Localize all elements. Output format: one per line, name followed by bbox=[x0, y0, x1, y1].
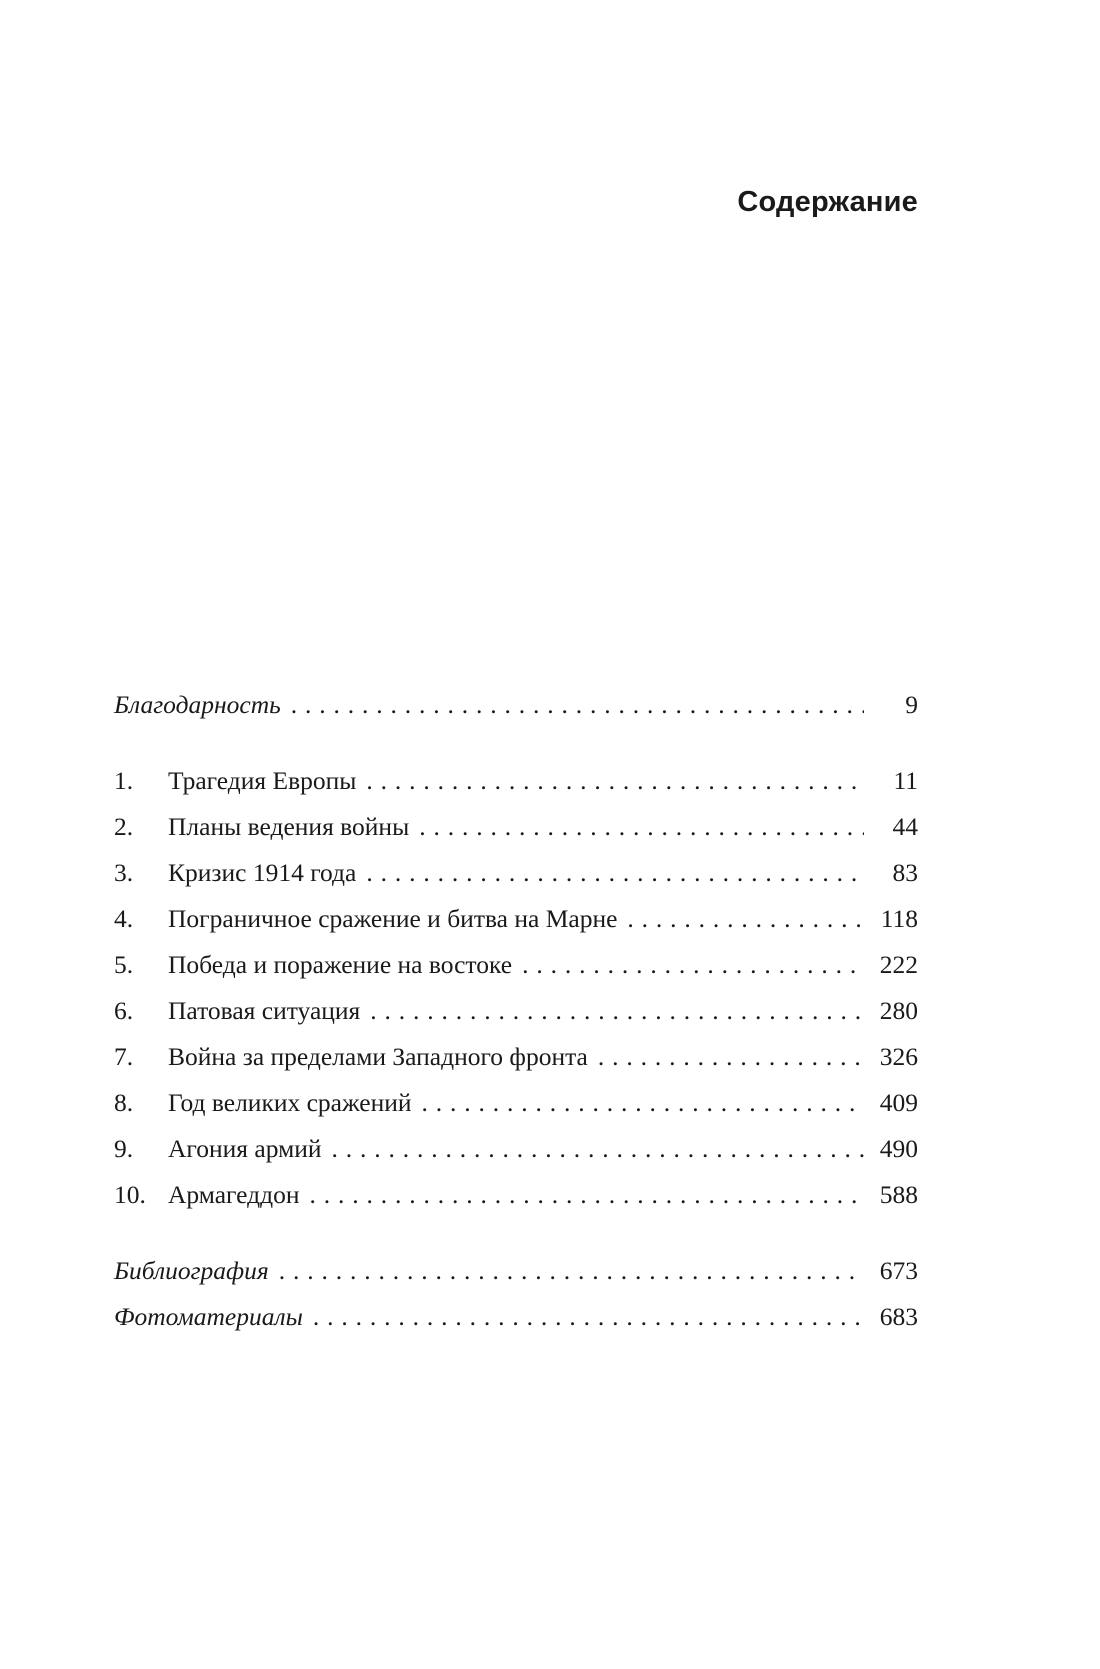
leader-dots bbox=[313, 1294, 864, 1340]
leader-dots bbox=[370, 988, 864, 1034]
leader-dots bbox=[627, 896, 864, 942]
toc-entry-label: Патовая ситуация bbox=[168, 996, 361, 1025]
toc-entry-page: 409 bbox=[879, 1088, 918, 1117]
leader-dots bbox=[279, 1248, 864, 1294]
chapter-number: 6. bbox=[114, 996, 134, 1025]
leader-dots bbox=[310, 1172, 864, 1218]
toc-entry-page: 683 bbox=[879, 1302, 918, 1331]
toc-entry-page: 11 bbox=[893, 766, 918, 795]
chapter-number: 2. bbox=[114, 812, 134, 841]
leader-dots bbox=[366, 850, 864, 896]
chapter-number: 4. bbox=[114, 904, 134, 933]
toc-entry-label: Пограничное сражение и битва на Марне bbox=[168, 904, 618, 933]
leader-dots bbox=[332, 1126, 865, 1172]
toc-entry-page: 490 bbox=[879, 1134, 918, 1163]
toc-entry-label: Война за пределами Западного фронта bbox=[168, 1042, 588, 1071]
chapter-number: 9. bbox=[114, 1134, 134, 1163]
toc-entry-chapter-4[interactable] bbox=[114, 896, 918, 942]
toc-entry-page: 9 bbox=[905, 690, 918, 719]
leader-dots bbox=[522, 942, 864, 988]
table-of-contents bbox=[114, 682, 918, 1340]
toc-entry-acknowledgements[interactable] bbox=[114, 682, 918, 728]
toc-entry-page: 326 bbox=[879, 1042, 918, 1071]
toc-entry-page: 673 bbox=[879, 1256, 918, 1285]
chapter-number: 1. bbox=[114, 766, 134, 795]
toc-entry-chapter-8[interactable] bbox=[114, 1080, 918, 1126]
chapter-number: 3. bbox=[114, 858, 134, 887]
toc-entry-label: Год великих сражений bbox=[168, 1088, 412, 1117]
toc-entry-page: 83 bbox=[892, 858, 918, 887]
toc-entry-page: 588 bbox=[879, 1180, 918, 1209]
toc-entry-label: Армагеддон bbox=[168, 1180, 300, 1209]
toc-entry-page: 118 bbox=[880, 904, 918, 933]
chapter-number: 5. bbox=[114, 950, 134, 979]
chapter-number: 10. bbox=[114, 1180, 146, 1209]
toc-entry-chapter-6[interactable] bbox=[114, 988, 918, 1034]
chapter-number: 7. bbox=[114, 1042, 134, 1071]
toc-entry-label: Фотоматериалы bbox=[114, 1302, 303, 1331]
leader-dots bbox=[598, 1034, 864, 1080]
toc-entry-page: 222 bbox=[879, 950, 918, 979]
toc-entry-label: Победа и поражение на востоке bbox=[168, 950, 513, 979]
toc-entry-chapter-5[interactable] bbox=[114, 942, 918, 988]
toc-entry-chapter-7[interactable] bbox=[114, 1034, 918, 1080]
toc-entry-label: Агония армий bbox=[168, 1134, 322, 1163]
chapter-number: 8. bbox=[114, 1088, 134, 1117]
toc-entry-label: Планы ведения войны bbox=[168, 812, 410, 841]
toc-entry-chapter-1[interactable] bbox=[114, 758, 918, 804]
toc-entry-label: Благодарность bbox=[114, 690, 281, 719]
toc-entry-chapter-9[interactable] bbox=[114, 1126, 918, 1172]
toc-entry-page: 280 bbox=[879, 996, 918, 1025]
toc-entry-bibliography[interactable] bbox=[114, 1248, 918, 1294]
leader-dots bbox=[422, 1080, 864, 1126]
leader-dots bbox=[366, 758, 864, 804]
leader-dots bbox=[291, 682, 864, 728]
toc-entry-chapter-3[interactable] bbox=[114, 850, 918, 896]
toc-entry-label: Кризис 1914 года bbox=[168, 858, 357, 887]
page-title: Содержание bbox=[737, 186, 918, 218]
toc-entry-chapter-2[interactable] bbox=[114, 804, 918, 850]
leader-dots bbox=[419, 804, 864, 850]
toc-entry-chapter-10[interactable] bbox=[114, 1172, 918, 1218]
toc-entry-photos[interactable] bbox=[114, 1294, 918, 1340]
toc-entry-page: 44 bbox=[892, 812, 918, 841]
toc-entry-label: Трагедия Европы bbox=[168, 766, 357, 795]
toc-entry-label: Библиография bbox=[114, 1256, 269, 1285]
